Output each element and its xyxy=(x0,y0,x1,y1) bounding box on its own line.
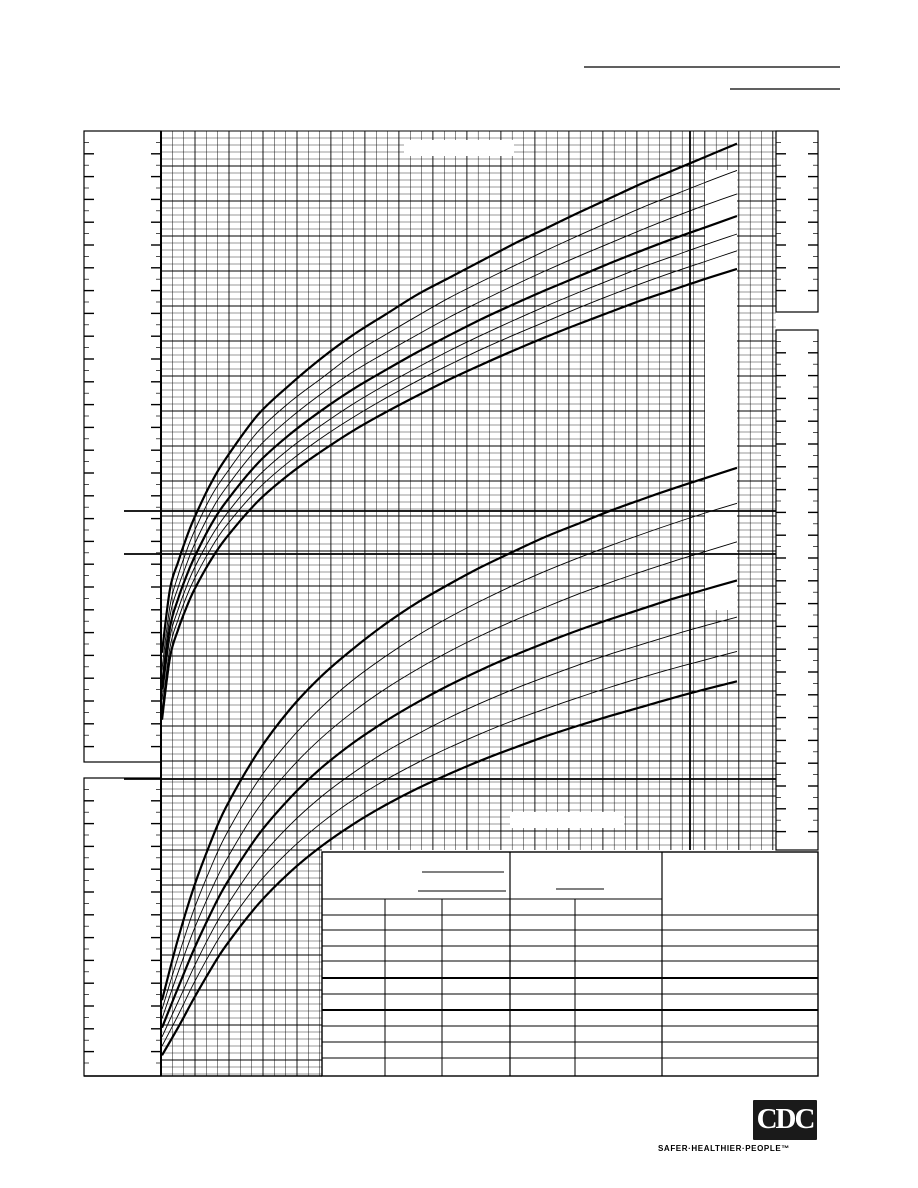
left-scale-lower xyxy=(84,778,161,1076)
left-scale-upper-border xyxy=(84,131,161,762)
cdc-logo-text: CDC xyxy=(756,1103,814,1135)
curve-set-upper xyxy=(162,144,737,720)
percentile-curve-2 xyxy=(162,170,737,669)
cdc-slogan: SAFER·HEALTHIER·PEOPLE™ xyxy=(658,1144,790,1153)
cdc-logo xyxy=(753,1100,817,1140)
right-scale-lower xyxy=(776,330,818,850)
percentile-curve-1 xyxy=(162,144,737,653)
left-scale-upper xyxy=(84,131,161,762)
left-scale-lower-border xyxy=(84,778,161,1076)
top-label-box xyxy=(404,140,514,156)
percentile-curve-7 xyxy=(162,269,737,720)
percentile-curve-6 xyxy=(162,251,737,710)
bottom-label-box xyxy=(510,812,624,828)
right-scale-lower-border xyxy=(776,330,818,850)
right-scale-upper xyxy=(776,131,818,312)
